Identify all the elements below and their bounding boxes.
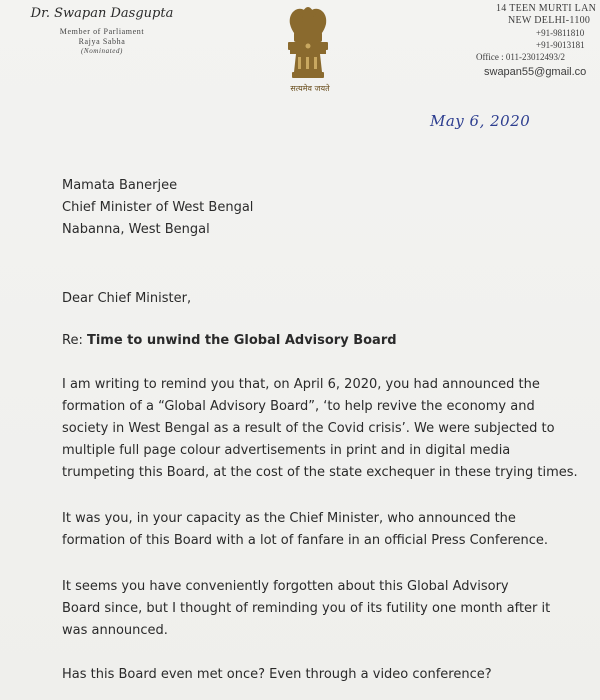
paragraph-line: It was you, in your capacity as the Chief Minister, who announced the (62, 511, 516, 526)
sender-house: Rajya Sabha (78, 37, 126, 46)
recipient-name: Mamata Banerjee (62, 178, 178, 193)
address-line-2: NEW DELHI-1100 (508, 15, 591, 26)
address-line-1: 14 TEEN MURTI LAN (496, 3, 597, 14)
sender-role: Member of Parliament (59, 27, 145, 36)
paragraph-1 (62, 374, 597, 484)
paragraph-2 (62, 508, 597, 552)
recipient-address: Nabanna, West Bengal (62, 222, 210, 237)
paragraph-line: formation of this Board with a lot of fanfare in an official Press Conference. (62, 533, 549, 548)
email-address: swapan55@gmail.co (484, 66, 587, 78)
paragraph-line: It seems you have conveniently forgotten about this Global Advisory (62, 579, 509, 594)
national-emblem-icon (276, 2, 340, 96)
paragraph-4 (62, 664, 597, 686)
recipient-block (62, 175, 592, 241)
recipient-title: Chief Minister of West Bengal (62, 200, 254, 215)
paragraph-line: trumpeting this Board, at the cost of the state exchequer in these trying times. (62, 465, 578, 480)
letterhead-sender (22, 6, 182, 56)
letterhead-contact (474, 3, 600, 78)
paragraph-line: formation of a “Global Advisory Board”, ‘to help revive the economy and (62, 399, 535, 414)
paragraph-line: I am writing to remind you that, on April 6, 2020, you had announced the (62, 377, 540, 392)
letter-date: May 6, 2020 (430, 112, 531, 130)
office-phone: Office : 011-23012493/2 (476, 52, 565, 62)
paragraph-3 (62, 576, 597, 642)
paragraph-line: was announced. (62, 623, 168, 638)
sender-name: Dr. Swapan Dasgupta (30, 6, 174, 21)
phone-2: +91-9013181 (536, 40, 585, 50)
paragraph-line: multiple full page colour advertisements in print and in digital media (62, 443, 511, 458)
paragraph-line: society in West Bengal as a result of the Covid crisis’. We were subjected to (62, 421, 555, 436)
paragraph-line: Has this Board even met once? Even through a video conference? (62, 667, 492, 682)
paragraph-line: Board since, but I thought of reminding you of its futility one month after it (62, 601, 551, 616)
subject-line (62, 331, 397, 351)
phone-1: +91-9811810 (536, 28, 585, 38)
emblem-motto: सत्यमेव जयते (290, 84, 330, 93)
salutation: Dear Chief Minister, (62, 291, 192, 306)
subject-text: Time to unwind the Global Advisory Board (86, 333, 397, 348)
subject-prefix: Re: (62, 333, 83, 348)
sender-nomination: (Nominated) (81, 47, 123, 55)
